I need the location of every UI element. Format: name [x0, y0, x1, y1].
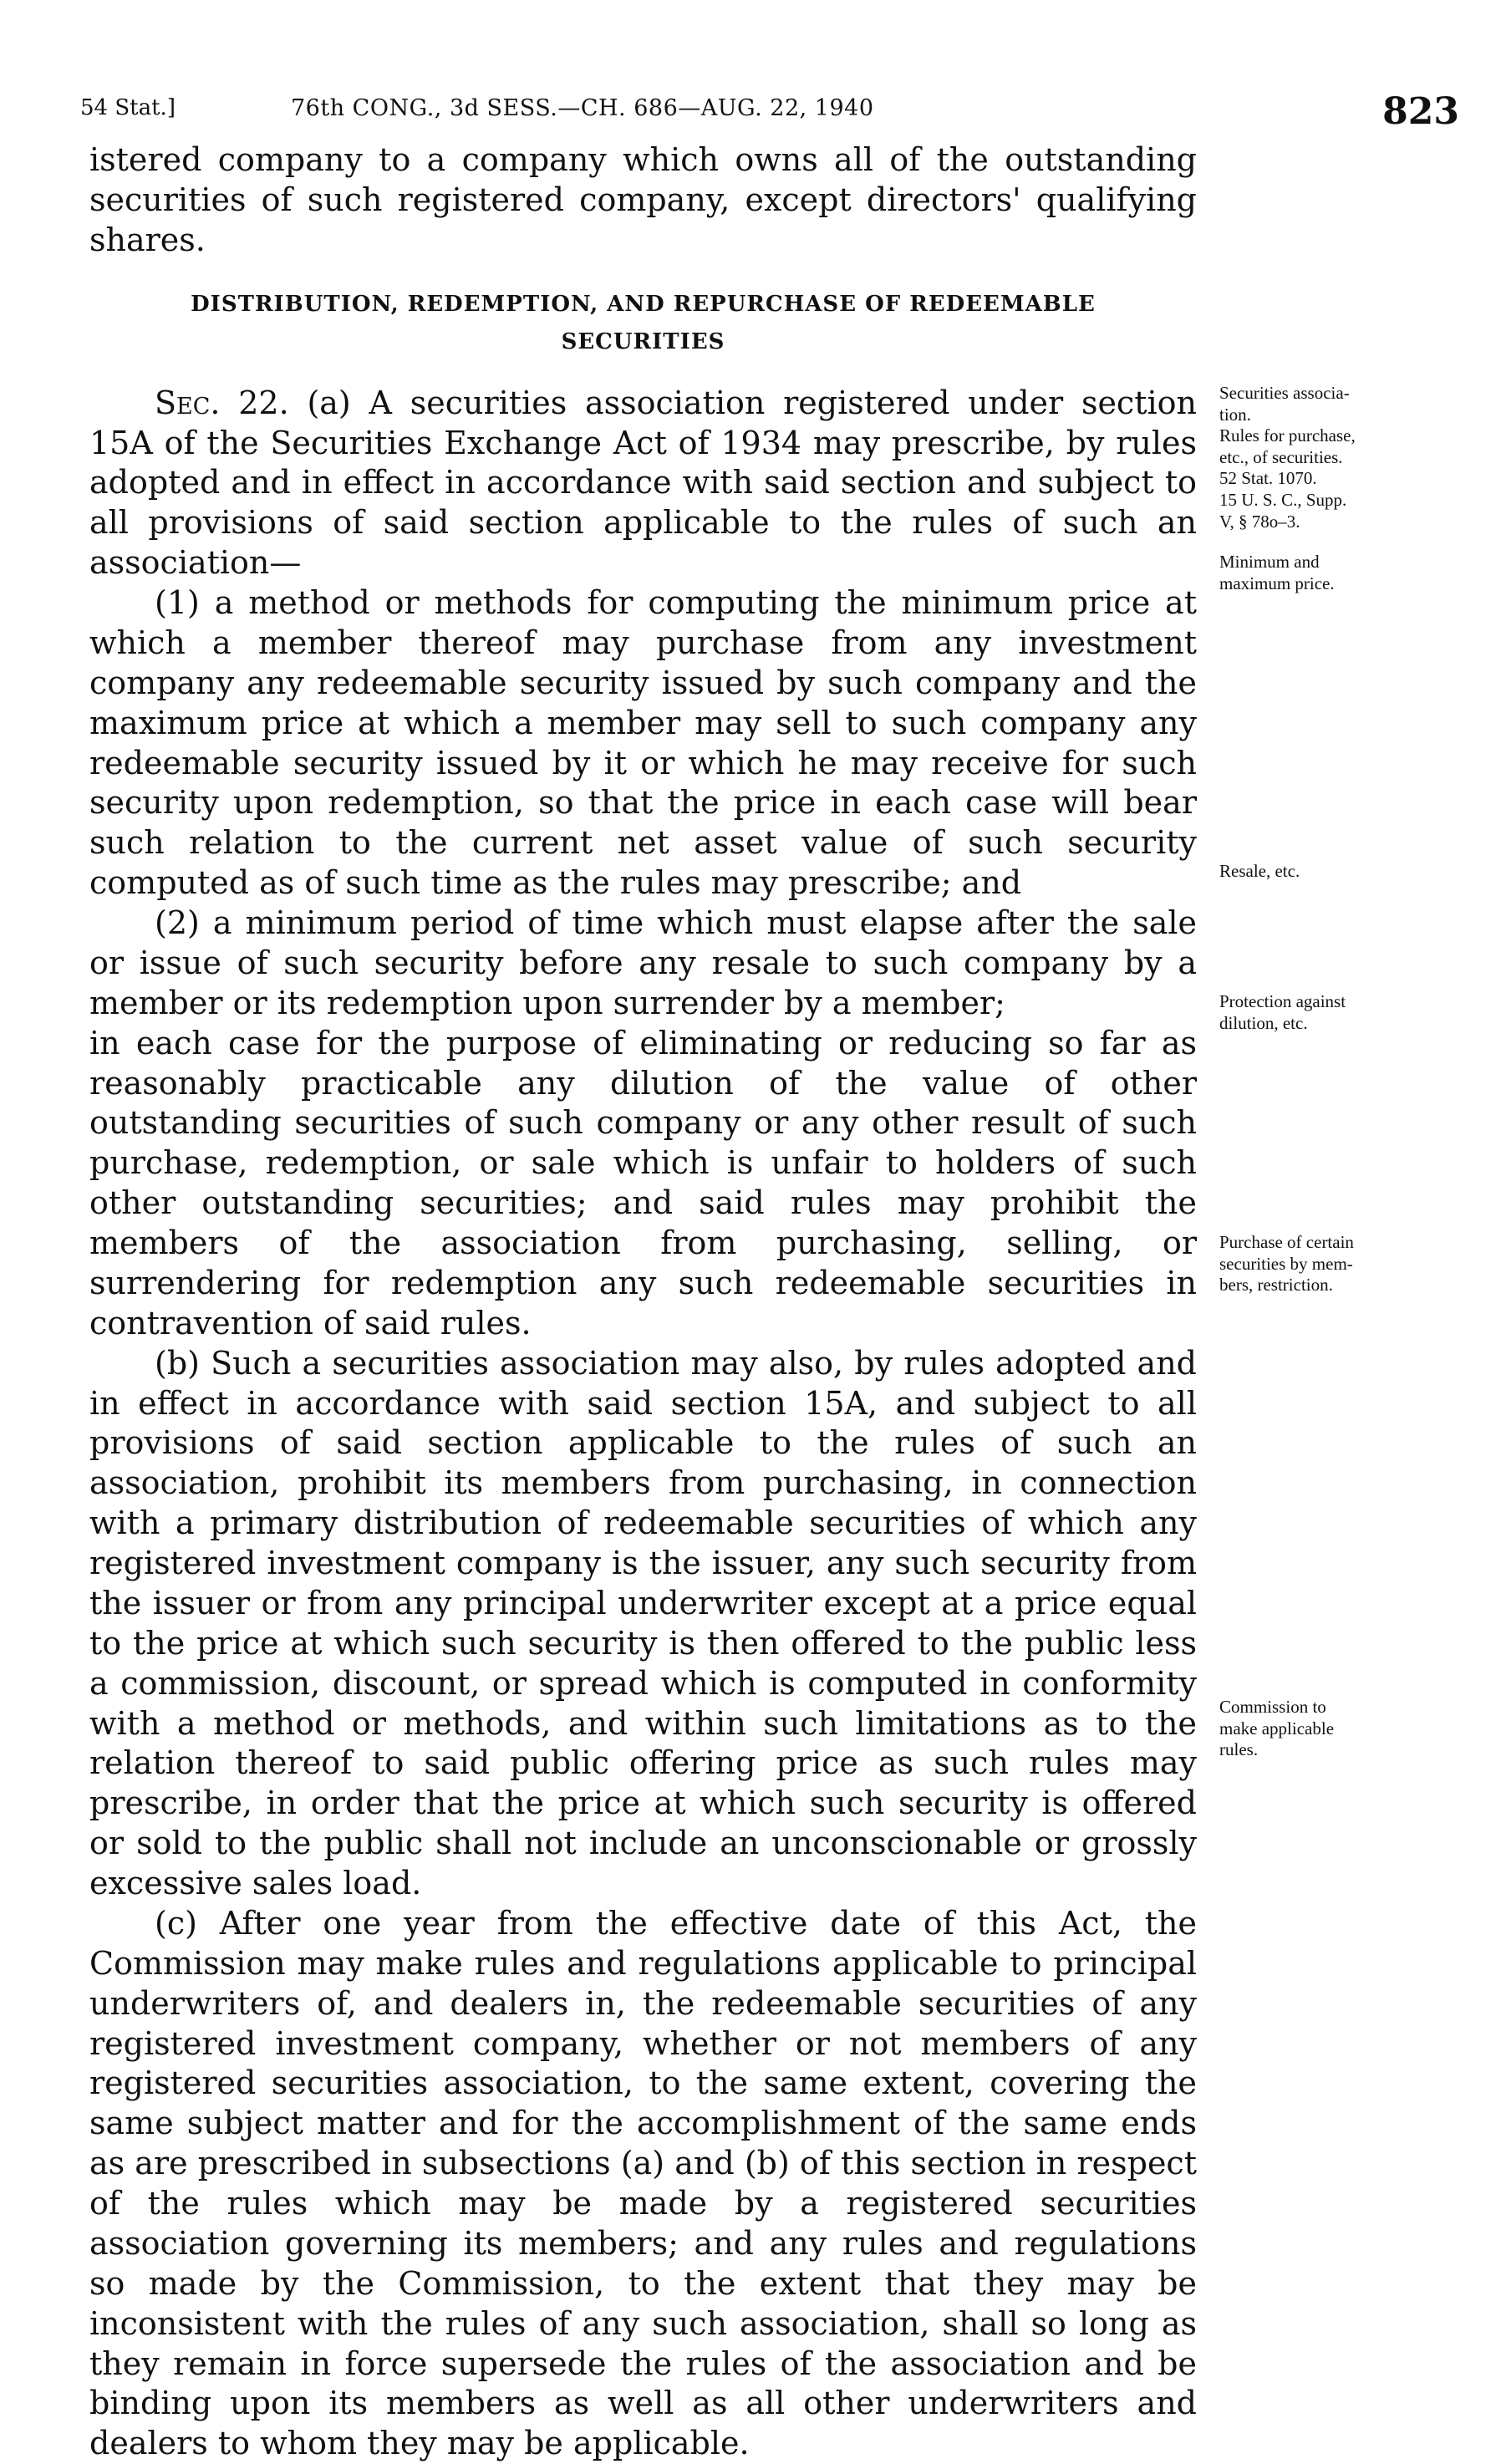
main-text-column [89, 140, 1197, 2464]
margin-note-protection-against-dilution: Protection against dilution, etc. [1219, 991, 1346, 1033]
section-heading-line-1: DISTRIBUTION, REDEMPTION, AND REPURCHASE OF REDEEMABLE [191, 291, 1096, 317]
item-2-paragraph: (2) a minimum period of time which must elapse after the sale or issue of such security before any resale to such company by a member or its redemption upon surrender by a member; [89, 904, 1197, 1021]
each-case-paragraph: in each case for the purpose of eliminating or reducing so far as reasonably practicable any dilution of the value of other outstanding securities of such company or any other result of such purchase, redemption, or sale which is unfair to holders of such other outstanding securities; and said rules may prohibit the members of the association from purchasing, selling, or surrendering for redemption any such redeemable securities in contravention of said rules. [89, 1024, 1197, 1341]
margin-note-minimum-maximum-price: Minimum and maximum price. [1219, 552, 1335, 593]
statute-reference: 54 Stat.] [80, 95, 176, 120]
session-chapter-date: 76th CONG., 3d SESS.—CH. 686—AUG. 22, 1940 [291, 95, 874, 121]
section-22-a-text: (a) A securities association registered under section 15A of the Securities Exchange Act of 1934 may prescribe, by rules adopted and in effect in accordance with said section and subject to all provisions of said section applicable to the rules of such an association— [89, 384, 1197, 582]
margin-note-resale: Resale, etc. [1219, 861, 1300, 881]
margin-note-purchase-restriction: Purchase of certain securities by mem- bers, restriction. [1219, 1232, 1354, 1296]
section-22-a-paragraph [89, 384, 1197, 583]
page-number: 823 [1382, 90, 1459, 133]
running-header [80, 90, 1459, 134]
margin-note-commission-rules: Commission to make applicable rules. [1219, 1697, 1335, 1760]
continuation-paragraph: istered company to a company which owns all of the outstanding securities of such registered company, except directors' qualifying shares. [89, 141, 1197, 258]
subsection-c-paragraph: (c) After one year from the effective date of this Act, the Commission may make rules and regulations applicable to principal underwriters of, and dealers in, the redeemable securities of any registered investment company, whether or not members of any registered securities association, to the same extent, covering the same subject matter and for the accomplishment of the same ends as are prescribed in subsections (a) and (b) of this section in respect of the rules which may be made by a registered securities association governing its members; and any rules and regulations so made by the Commission, to the extent that they may be inconsistent with the rules of any such association, shall so long as they remain in force supersede the rules of the association and be binding upon its members as well as all other underwriters and dealers to whom they may be applicable. [89, 1904, 1197, 2462]
item-1-paragraph: (1) a method or methods for computing the minimum price at which a member thereof may purchase from any investment company any redeemable security issued by such company and the maximum price at which a member may sell to such company any redeemable security issued by it or which he may receive for such security upon redemption, so that the price in each case will bear such relation to the current net asset value of such security computed as of such time as the rules may prescribe; and [89, 584, 1197, 902]
section-heading-line-2: SECURITIES [561, 329, 725, 355]
margin-note-securities-association: Securities associa- tion. Rules for purchase, etc., of securities. 52 Stat. 1070. 15 U. S. C., Supp. V, § 78o–3. [1219, 383, 1356, 532]
section-label: Sec. 22. [155, 384, 289, 421]
section-heading [89, 286, 1197, 362]
subsection-b-paragraph: (b) Such a securities association may also, by rules adopted and in effect in accordance with said section 15A, and subject to all provisions of said section applicable to the rules of such an association, prohibit its members from purchasing, in connection with a primary distribution of redeemable securities of which any registered investment company is the issuer, any such security from the issuer or from any principal underwriter except at a price equal to the price at which such security is then offered to the public less a commission, discount, or spread which is computed in conformity with a method or methods, and within such limitations as to the relation thereof to said public offering price as such rules may prescribe, in order that the price at which such security is offered or sold to the public shall not include an unconscionable or grossly excessive sales load. [89, 1344, 1197, 1901]
